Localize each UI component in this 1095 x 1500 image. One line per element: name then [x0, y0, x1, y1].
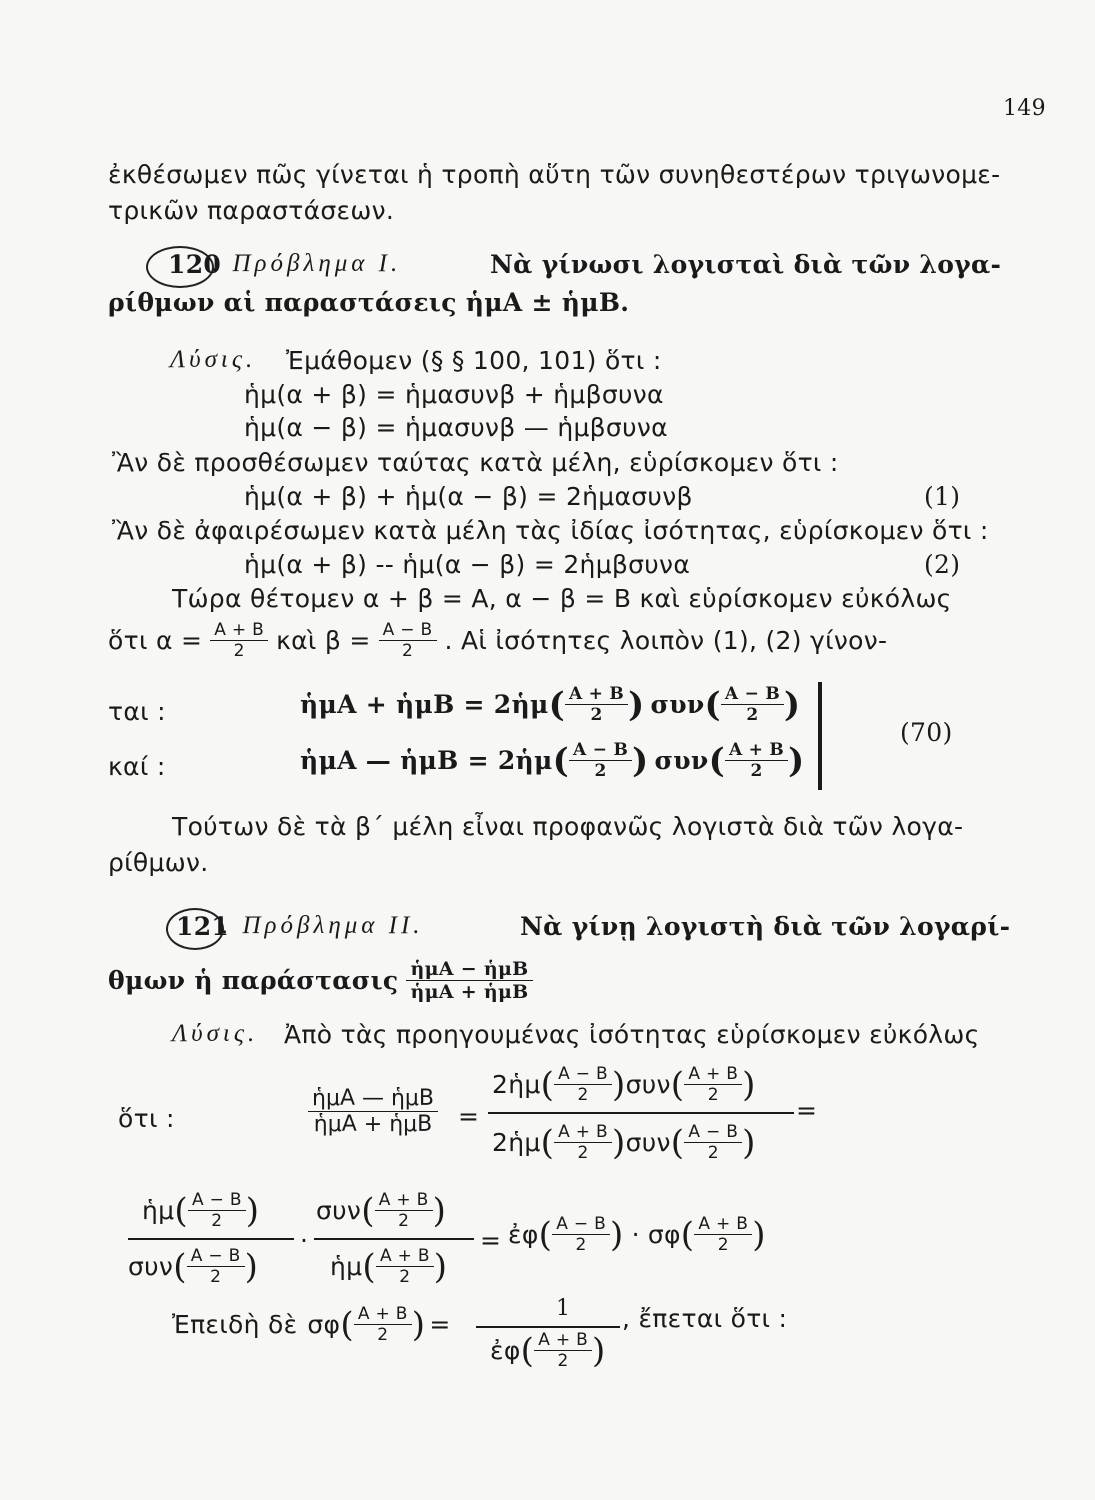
- paren-close: ): [611, 1122, 626, 1163]
- tan-label: ἐφ: [490, 1336, 521, 1365]
- formula-70-diff: [300, 740, 804, 781]
- problem-2-statement: Νὰ γίνῃ λογιστὴ διὰ τῶν λογαρί-: [520, 912, 1011, 941]
- tan-half-sum: [490, 1330, 606, 1371]
- solution-text-6: Τούτων δὲ τὰ β΄ μέλη εἶναι προφανῶς λογιστὰ διὰ τῶν λογα-: [172, 812, 964, 841]
- equation-sum-sin: ἡμ(α + β) = ἡμασυνβ + ἡμβσυνα: [244, 380, 664, 409]
- cos-label: συν: [650, 690, 705, 719]
- frac-num: Α − Β: [188, 1190, 246, 1211]
- frac-num: Α + Β: [694, 1214, 752, 1235]
- epeidi-text: Ἐπειδὴ δὲ: [172, 1310, 298, 1339]
- paren-close: ): [784, 684, 801, 725]
- frac-num: Α − Β: [187, 1246, 245, 1267]
- fraction-alpha: [210, 620, 268, 661]
- fraction-alpha-num: Α + Β: [210, 620, 268, 641]
- lhs-frac: [308, 1086, 438, 1137]
- lhs-num: ἡμΑ — ἡμΒ: [308, 1086, 438, 1112]
- rhs-denominator: [492, 1122, 756, 1163]
- frac-half-sum: [554, 1122, 612, 1163]
- frac3-num: [316, 1190, 446, 1231]
- paren-close: ): [742, 1122, 756, 1163]
- frac-den: 2: [575, 1235, 587, 1255]
- dot-operator: ·: [631, 1220, 640, 1249]
- cos-label: συν: [654, 746, 709, 775]
- rhs-numerator: [492, 1064, 756, 1105]
- frac-num: Α + Β: [376, 1246, 434, 1267]
- frac-num: Α − Β: [684, 1122, 742, 1143]
- paren-close: ): [432, 1190, 447, 1231]
- fraction-bar: [476, 1326, 620, 1328]
- solution-2-text: Ἀπὸ τὰς προηγουμένας ἰσότητας εὑρίσκομεν εὐκόλως: [284, 1020, 980, 1049]
- fraction-half-sum: [725, 740, 788, 781]
- frac-half-diff: [187, 1246, 245, 1287]
- paren-close: ): [611, 1064, 626, 1105]
- problem-2-title: . Πρόβλημα ΙΙ.: [222, 912, 424, 939]
- frac-half-sum: [376, 1246, 434, 1287]
- formula-70-tag: (70): [900, 718, 953, 747]
- paren-close: ): [245, 1190, 260, 1231]
- label-tai: ται :: [108, 697, 166, 726]
- paren-open: (: [538, 1214, 553, 1255]
- equation-1-tag: (1): [924, 482, 961, 511]
- paren-close: ): [752, 1214, 766, 1255]
- frac-den: 2: [377, 1325, 389, 1345]
- final-line: [172, 1304, 451, 1345]
- formula-70-bracket: [818, 682, 822, 790]
- cos-label: συν: [625, 1070, 671, 1099]
- solution-text-5: [108, 620, 887, 661]
- two-sin: 2ἡμ: [492, 1070, 541, 1099]
- problem-1-statement-2: ρίθμων αἱ παραστάσεις ἡμΑ ± ἡμΒ.: [108, 288, 630, 317]
- paren-open: (: [520, 1330, 535, 1371]
- paren-close: ): [411, 1304, 426, 1345]
- frac-num: Α − Β: [721, 684, 784, 705]
- cos-label: συν: [128, 1252, 174, 1281]
- solution-text-6b: ρίθμων.: [108, 848, 209, 877]
- problem-1-number: 120: [168, 250, 222, 279]
- frac-num: Α + Β: [375, 1190, 433, 1211]
- fraction-den: ἡμΑ + ἡμΒ: [410, 981, 529, 1003]
- frac-den: 2: [557, 1351, 569, 1371]
- solution-text: Ἐμάθομεν (§ § 100, 101) ὅτι :: [286, 346, 662, 375]
- paren-close: ): [244, 1246, 259, 1287]
- frac2-den: [128, 1246, 258, 1287]
- numerator-one: 1: [556, 1296, 571, 1321]
- solution-text-4: Τώρα θέτομεν α + β = Α, α − β = Β καὶ εὑρίσκομεν εὐκόλως: [172, 584, 952, 613]
- fraction-half-diff: [569, 740, 632, 781]
- intro-line-1: ἐκθέσωμεν πῶς γίνεται ἡ τροπὴ αὕτη τῶν συνηθεστέρων τριγωνομε-: [108, 160, 1001, 189]
- equation-2: ἡμ(α + β) -- ἡμ(α − β) = 2ἡμβσυνα: [244, 550, 691, 579]
- equation-2-tag: (2): [924, 550, 961, 579]
- paren-open: (: [680, 1214, 695, 1255]
- frac-den: 2: [746, 705, 759, 725]
- frac-half-diff: [684, 1122, 742, 1163]
- paren-open: (: [340, 1304, 354, 1345]
- equation-1: ἡμ(α + β) + ἡμ(α − β) = 2ἡμασυνβ: [244, 482, 693, 511]
- problem-1-title: . Πρόβλημα Ι.: [212, 250, 402, 277]
- paren-open: (: [670, 1122, 685, 1163]
- frac-num: Α − Β: [569, 740, 632, 761]
- problem-2-text: θμων ἡ παράστασις: [108, 966, 399, 995]
- rhs-fraction-bar: [488, 1112, 794, 1114]
- label-kai: καί :: [108, 752, 166, 781]
- paren-open: (: [552, 740, 569, 781]
- equals-sign: =: [480, 1226, 502, 1255]
- problem-2-fraction: [406, 958, 532, 1003]
- equals-sign: =: [429, 1310, 451, 1339]
- problem-2-number: 121: [176, 912, 230, 941]
- frac-half-sum: [694, 1214, 752, 1255]
- fraction-beta-den: 2: [402, 641, 414, 661]
- equation-diff-sin: ἡμ(α − β) = ἡμασυνβ — ἡμβσυνα: [244, 413, 668, 442]
- paren-open: (: [540, 1064, 555, 1105]
- intro-line-2: τρικῶν παραστάσεων.: [108, 196, 395, 225]
- paren-open: (: [548, 684, 565, 725]
- frac-half-sum: [684, 1064, 742, 1105]
- fraction-alpha-den: 2: [233, 641, 245, 661]
- cot-label: σφ: [647, 1220, 681, 1249]
- fraction-beta: [379, 620, 437, 661]
- frac-half-sum: [534, 1330, 592, 1371]
- lhs-den: ἡμΑ + ἡμΒ: [313, 1112, 433, 1137]
- tan-cot-product: [508, 1214, 766, 1255]
- text-oti-alpha: ὅτι α =: [108, 626, 203, 655]
- frac-num: Α − Β: [554, 1064, 612, 1085]
- frac-num: Α + Β: [725, 740, 788, 761]
- frac-den: 2: [577, 1143, 589, 1163]
- fraction-num: ἡμΑ − ἡμΒ: [406, 958, 532, 981]
- frac3-den: [330, 1246, 447, 1287]
- fraction-bar: [314, 1238, 474, 1240]
- frac-den: 2: [398, 1211, 410, 1231]
- cos-label: συν: [316, 1196, 362, 1225]
- solution-2-label: Λύσις.: [172, 1020, 259, 1047]
- epetai-text: , ἔπεται ὅτι :: [622, 1304, 788, 1333]
- frac-num: Α + Β: [554, 1122, 612, 1143]
- frac-num: Α + Β: [354, 1304, 412, 1325]
- label-oti: ὅτι :: [118, 1104, 175, 1133]
- paren-close: ): [788, 740, 805, 781]
- frac-den: 2: [590, 705, 603, 725]
- frac2-num: [142, 1190, 259, 1231]
- solution-text-2: Ἂν δὲ προσθέσωμεν ταύτας κατὰ μέλη, εὑρίσκομεν ὅτι :: [112, 448, 839, 477]
- frac-den: 2: [210, 1267, 222, 1287]
- paren-close: ): [592, 1330, 606, 1371]
- frac-den: 2: [750, 761, 763, 781]
- sin-label: ἡμ: [330, 1252, 363, 1281]
- frac-den: 2: [577, 1085, 589, 1105]
- page-number: 149: [1003, 96, 1046, 121]
- tan-label: ἐφ: [508, 1220, 539, 1249]
- sin-label: ἡμ: [142, 1196, 175, 1225]
- solution-label: Λύσις.: [170, 346, 257, 373]
- problem-2-statement-2: [108, 958, 533, 1003]
- frac-half-diff: [188, 1190, 246, 1231]
- frac-den: 2: [707, 1085, 719, 1105]
- frac-half-diff: [554, 1064, 612, 1105]
- frac-num: Α − Β: [552, 1214, 610, 1235]
- frac-half-sum: [375, 1190, 433, 1231]
- frac-den: 2: [594, 761, 607, 781]
- frac-num: Α + Β: [565, 684, 628, 705]
- fraction-beta-num: Α − Β: [379, 620, 437, 641]
- paren-close: ): [628, 684, 645, 725]
- paren-open: (: [540, 1122, 555, 1163]
- lhs-fraction: [308, 1086, 438, 1137]
- text-identities: . Αἱ ἰσότητες λοιπὸν (1), (2) γίνον-: [444, 626, 888, 655]
- fraction-bar: [128, 1238, 294, 1240]
- paren-open: (: [362, 1246, 376, 1287]
- paren-close: ): [632, 740, 649, 781]
- cos-label: συν: [625, 1128, 671, 1157]
- fraction-half-sum: [565, 684, 628, 725]
- solution-text-3: Ἂν δὲ ἀφαιρέσωμεν κατὰ μέλη τὰς ἰδίας ἰσότητας, εὑρίσκομεν ὅτι :: [112, 516, 989, 545]
- frac-num: Α + Β: [534, 1330, 592, 1351]
- equals-sign: =: [796, 1096, 818, 1125]
- paren-open: (: [670, 1064, 685, 1105]
- frac-half-diff: [552, 1214, 610, 1255]
- paren-open: (: [174, 1190, 188, 1231]
- cot-label: σφ: [307, 1310, 341, 1339]
- formula-70-sum-lhs: ἡμΑ + ἡμΒ = 2ἡμ: [300, 690, 549, 719]
- frac-den: 2: [211, 1211, 223, 1231]
- frac-half-sum: [354, 1304, 412, 1345]
- fraction-half-diff: [721, 684, 784, 725]
- frac-num: Α + Β: [684, 1064, 742, 1085]
- problem-1-statement: Νὰ γίνωσι λογισταὶ διὰ τῶν λογα-: [490, 250, 1002, 279]
- paren-open: (: [173, 1246, 187, 1287]
- frac-den: 2: [399, 1267, 411, 1287]
- paren-open: (: [704, 684, 721, 725]
- two-sin: 2ἡμ: [492, 1128, 541, 1157]
- frac-den: 2: [707, 1143, 719, 1163]
- paren-open: (: [708, 740, 725, 781]
- formula-70-diff-lhs: ἡμΑ — ἡμΒ = 2ἡμ: [300, 746, 553, 775]
- formula-70-sum: [300, 684, 800, 725]
- frac-den: 2: [717, 1235, 729, 1255]
- paren-close: ): [742, 1064, 756, 1105]
- paren-close: ): [433, 1246, 448, 1287]
- paren-open: (: [361, 1190, 375, 1231]
- text-kai-beta: καὶ β =: [276, 626, 371, 655]
- equals-sign: =: [458, 1102, 480, 1131]
- dot-operator: ·: [300, 1226, 309, 1255]
- paren-close: ): [610, 1214, 624, 1255]
